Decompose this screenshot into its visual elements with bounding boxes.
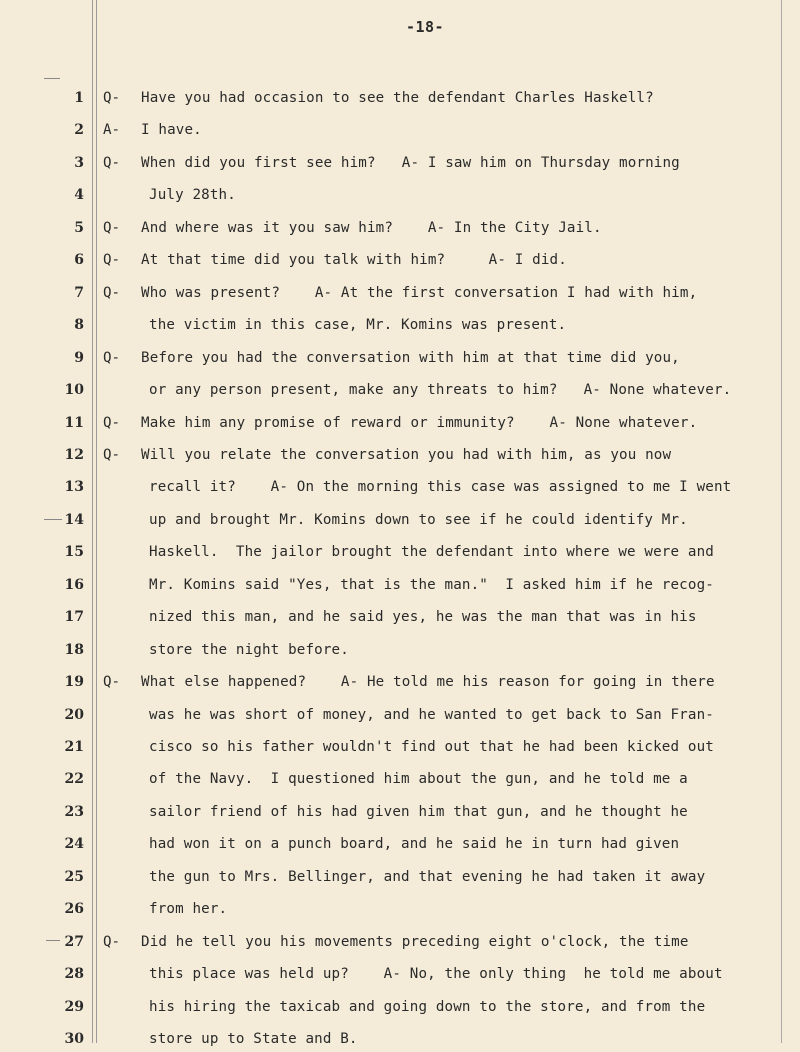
transcript-line xyxy=(0,182,800,208)
line-text: Who was present? A- At the first conversation I had with him, xyxy=(141,284,698,301)
line-text: up and brought Mr. Komins down to see if he could identify Mr. xyxy=(149,511,688,528)
line-number: 6 xyxy=(74,252,84,269)
transcript-line xyxy=(0,669,800,695)
line-number: 14 xyxy=(64,511,84,528)
line-text: or any person present, make any threats to him? A- None whatever. xyxy=(149,382,732,399)
line-number: 22 xyxy=(64,771,84,788)
line-text: had won it on a punch board, and he said he in turn had given xyxy=(149,836,680,853)
line-number: 11 xyxy=(64,414,84,431)
line-text: July 28th. xyxy=(149,187,236,204)
transcript-line xyxy=(0,896,800,922)
transcript-line xyxy=(0,994,800,1020)
transcript-line xyxy=(0,734,800,760)
speaker-label: Q- xyxy=(103,90,121,106)
speaker-label: Q- xyxy=(103,446,121,463)
line-text: cisco so his father wouldn't find out that he had been kicked out xyxy=(149,739,714,755)
line-number: 29 xyxy=(64,998,84,1015)
line-text: Have you had occasion to see the defendant Charles Haskell? xyxy=(141,90,654,106)
transcript-line xyxy=(0,85,800,111)
line-text: recall it? A- On the morning this case was assigned to me I went xyxy=(149,479,732,496)
line-text: Did he tell you his movements preceding eight o'clock, the time xyxy=(141,933,689,950)
line-number: 4 xyxy=(74,187,84,204)
transcript-line xyxy=(0,345,800,371)
line-text: sailor friend of his had given him that gun, and he thought he xyxy=(149,803,688,820)
line-number: 26 xyxy=(64,901,84,918)
margin-tick-mark xyxy=(44,78,60,79)
transcript-line xyxy=(0,572,800,598)
line-number: 12 xyxy=(64,446,84,463)
line-text: store the night before. xyxy=(149,641,349,658)
line-number: 1 xyxy=(74,90,84,106)
line-text: the victim in this case, Mr. Komins was present. xyxy=(149,317,567,334)
line-number: 5 xyxy=(74,219,84,236)
line-text: of the Navy. I questioned him about the gun, and he told me a xyxy=(149,771,688,788)
line-text: his hiring the taxicab and going down to the store, and from the xyxy=(149,998,706,1015)
transcript-line xyxy=(0,312,800,338)
line-number: 25 xyxy=(64,868,84,885)
transcript-line xyxy=(0,864,800,890)
line-number: 23 xyxy=(64,803,84,820)
line-text: Before you had the conversation with him at that time did you, xyxy=(141,349,680,366)
line-number: 2 xyxy=(74,122,84,139)
line-text: Make him any promise of reward or immunity? A- None whatever. xyxy=(141,414,698,431)
line-number: 20 xyxy=(64,706,84,723)
line-text: nized this man, and he said yes, he was the man that was in his xyxy=(149,609,697,626)
transcript-line xyxy=(0,604,800,630)
line-text: What else happened? A- He told me his reason for going in there xyxy=(141,674,715,691)
line-number: 27 xyxy=(64,933,84,950)
line-text: Mr. Komins said "Yes, that is the man." I asked him if he recog- xyxy=(149,576,714,593)
transcript-line xyxy=(0,442,800,468)
line-number: 9 xyxy=(74,349,84,366)
line-number: 7 xyxy=(74,284,84,301)
speaker-label: A- xyxy=(103,122,121,139)
transcript-line xyxy=(0,507,800,533)
transcript-line xyxy=(0,637,800,663)
transcript-line xyxy=(0,702,800,728)
line-number: 16 xyxy=(64,576,84,593)
transcript-line xyxy=(0,474,800,500)
transcript-line xyxy=(0,539,800,565)
transcript-line xyxy=(0,1026,800,1052)
transcript-line xyxy=(0,831,800,857)
transcript-line xyxy=(0,280,800,306)
line-text: Haskell. The jailor brought the defendant into where we were and xyxy=(149,544,714,561)
speaker-label: Q- xyxy=(103,349,121,366)
line-text: I have. xyxy=(141,122,202,139)
line-text: was he was short of money, and he wanted to get back to San Fran- xyxy=(149,706,714,723)
line-number: 28 xyxy=(64,966,84,983)
line-number: 10 xyxy=(64,382,84,399)
speaker-label: Q- xyxy=(103,674,121,691)
transcript-line xyxy=(0,117,800,143)
transcript-line xyxy=(0,766,800,792)
line-number: 24 xyxy=(64,836,84,853)
transcript-line xyxy=(0,961,800,987)
speaker-label: Q- xyxy=(103,154,121,171)
line-number: 8 xyxy=(74,317,84,334)
transcript-line xyxy=(0,410,800,436)
line-text: When did you first see him? A- I saw him on Thursday morning xyxy=(141,154,680,171)
line-number: 3 xyxy=(74,154,84,171)
speaker-label: Q- xyxy=(103,414,121,431)
transcript-line xyxy=(0,247,800,273)
line-number: 13 xyxy=(64,479,84,496)
line-text: this place was held up? A- No, the only thing he told me about xyxy=(149,966,723,983)
transcript-line xyxy=(0,377,800,403)
speaker-label: Q- xyxy=(103,252,121,269)
transcript-line xyxy=(0,799,800,825)
line-number: 17 xyxy=(64,609,84,626)
transcript-line xyxy=(0,929,800,955)
speaker-label: Q- xyxy=(103,219,121,236)
speaker-label: Q- xyxy=(103,284,121,301)
transcript-line xyxy=(0,215,800,241)
line-text: the gun to Mrs. Bellinger, and that evening he had taken it away xyxy=(149,868,706,885)
page-number: -18- xyxy=(405,18,445,36)
transcript-line xyxy=(0,150,800,176)
line-number: 19 xyxy=(64,674,84,691)
line-text: Will you relate the conversation you had with him, as you now xyxy=(141,446,672,463)
line-number: 21 xyxy=(64,739,84,755)
line-number: 30 xyxy=(64,1031,84,1048)
line-text: store up to State and B. xyxy=(149,1031,358,1048)
speaker-label: Q- xyxy=(103,933,121,950)
line-text: And where was it you saw him? A- In the City Jail. xyxy=(141,219,602,236)
line-text: At that time did you talk with him? A- I did. xyxy=(141,252,567,269)
line-text: from her. xyxy=(149,901,228,918)
line-number: 18 xyxy=(64,641,84,658)
line-number: 15 xyxy=(64,544,84,561)
